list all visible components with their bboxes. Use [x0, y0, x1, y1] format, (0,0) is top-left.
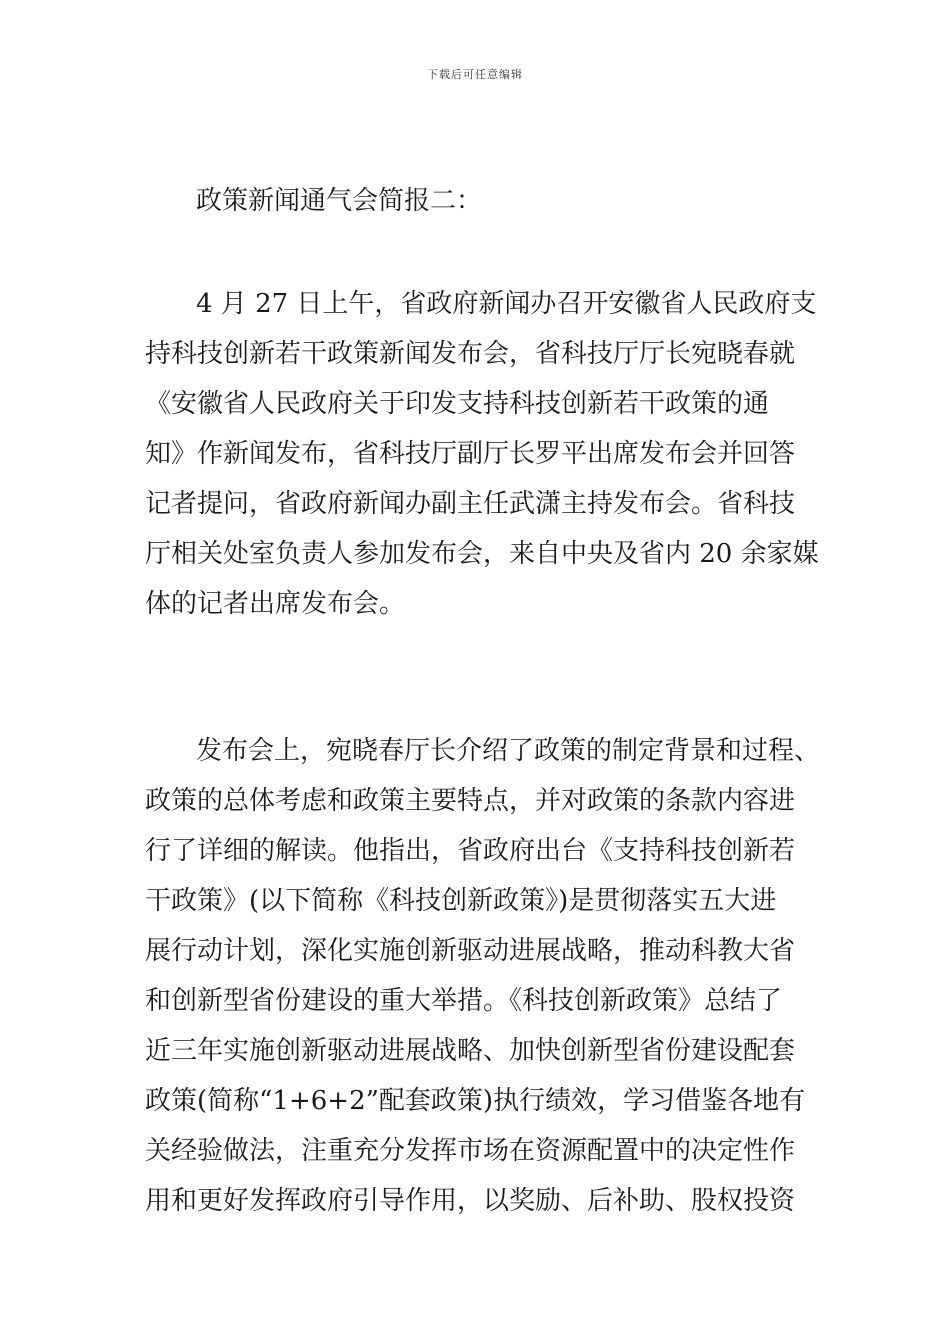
paragraph-line: 近三年实施创新驱动进展战略、加快创新型省份建设配套 [145, 1036, 796, 1066]
paragraph-line: 记者提问，省政府新闻办副主任武潇主持发布会。省科技 [145, 489, 796, 519]
paragraph-line: 4 月 27 日上午，省政府新闻办召开安徽省人民政府支 [196, 289, 817, 319]
page-header-note: 下载后可任意编辑 [427, 68, 523, 81]
paragraph-line: 干政策》(以下简称《科技创新政策》)是贯彻落实五大进 [145, 886, 777, 916]
paragraph-line: 行了详细的解读。他指出，省政府出台《支持科技创新若 [145, 836, 796, 866]
paragraph-line: 展行动计划，深化实施创新驱动进展战略，推动科教大省 [145, 936, 796, 966]
paragraph-line: 知》作新闻发布，省科技厅副厅长罗平出席发布会并回答 [145, 439, 796, 469]
paragraph-line: 体的记者出席发布会。 [145, 589, 406, 619]
paragraph-line: 和创新型省份建设的重大举措。《科技创新政策》总结了 [145, 986, 783, 1016]
paragraph-line: 发布会上，宛晓春厅长介绍了政策的制定背景和过程、 [196, 736, 821, 766]
paragraph-line: 关经验做法，注重充分发挥市场在资源配置中的决定性作 [145, 1136, 796, 1166]
paragraph-line: 厅相关处室负责人参加发布会，来自中央及省内 20 余家媒 [145, 539, 819, 569]
paragraph-line: 持科技创新若干政策新闻发布会，省科技厅厅长宛晓春就 [145, 339, 796, 369]
paragraph-line: 政策的总体考虑和政策主要特点，并对政策的条款内容进 [145, 786, 796, 816]
paragraph-line: 政策(简称“1+6+2”配套政策)执行绩效，学习借鉴各地有 [145, 1086, 806, 1116]
paragraph-line: 用和更好发挥政府引导作用，以奖励、后补助、股权投资 [145, 1186, 796, 1216]
document-title: 政策新闻通气会简报二： [196, 186, 483, 216]
paragraph-line: 《安徽省人民政府关于印发支持科技创新若干政策的通 [145, 389, 770, 419]
